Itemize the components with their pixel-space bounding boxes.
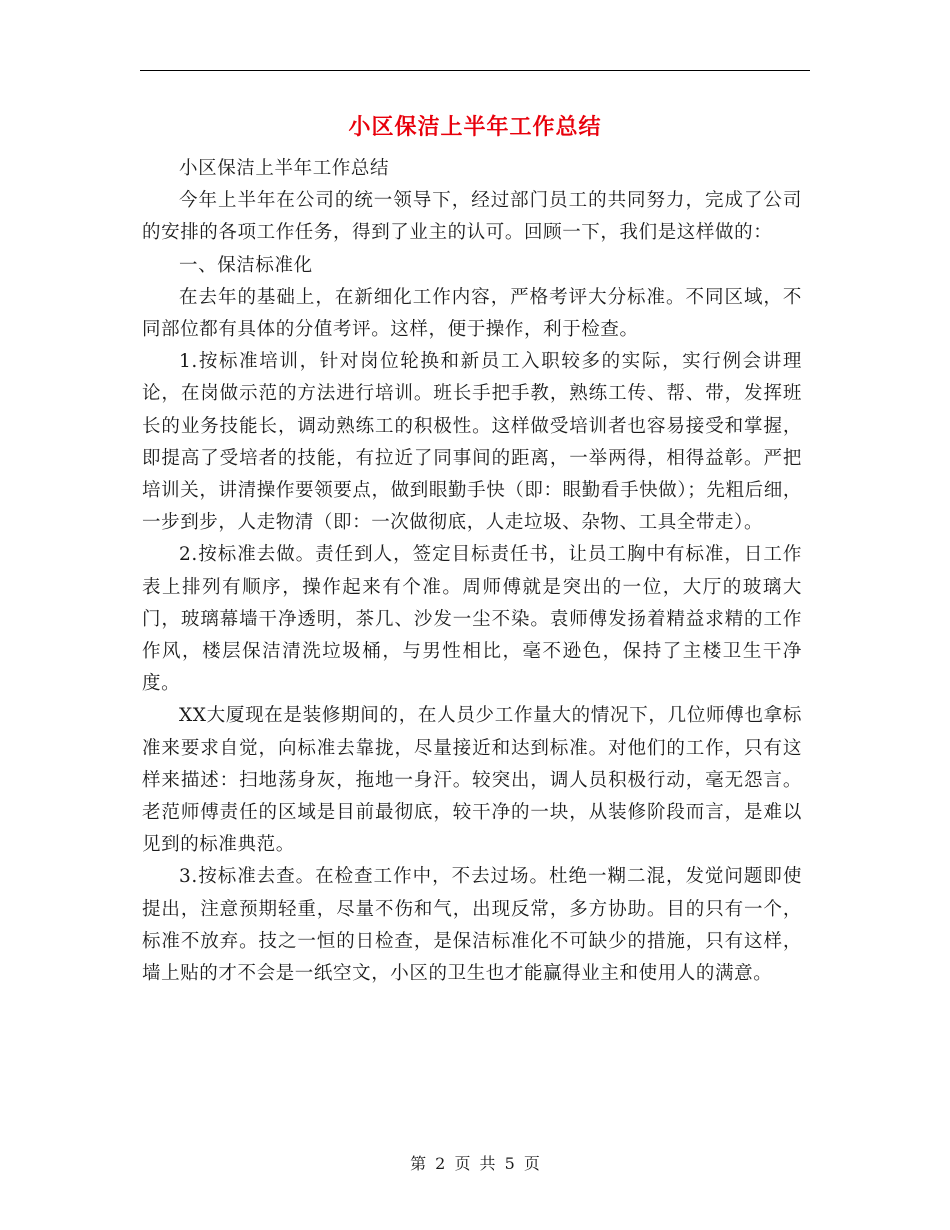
header-rule bbox=[140, 70, 810, 71]
inspection-paragraph: 3.按标准去查。在检查工作中，不去过场。杜绝一糊二混，发觉问题即使提出，注意预期轻重，尽量不伤和气，出现反常，多方协助。目的只有一个，标准不放弃。技之一恒的日检查，是保洁标准化不可缺少的措施，只有这样，墙上贴的才不会是一纸空文，小区的卫生也才能赢得业主和使用人的满意。 bbox=[142, 866, 802, 985]
document-title: 小区保洁上半年工作总结 bbox=[348, 114, 602, 140]
document-body bbox=[142, 153, 802, 990]
section-heading: 一、保洁标准化 bbox=[179, 254, 313, 276]
body-paragraph: 在去年的基础上，在新细化工作内容，严格考评大分标准。不同区域，不同部位都有具体的分值考评。这样，便于操作，利于检查。 bbox=[142, 286, 802, 341]
page-number: 第 2 页 共 5 页 bbox=[410, 1154, 540, 1173]
training-paragraph: 1.按标准培训，针对岗位轮换和新员工入职较多的实际，实行例会讲理论，在岗做示范的方法进行培训。班长手把手教，熟练工传、帮、带，发挥班长的业务技能长，调动熟练工的积极性。这样做受培训者也容易接受和掌握，即提高了受培者的技能，有拉近了同事间的距离，一举两得，相得益彰。严把培训关，讲清操作要领要点，做到眼勤手快（即：眼勤看手快做）；先粗后细，一步到步，人走物清（即：一次做彻底，人走垃圾、杂物、工具全带走）。 bbox=[142, 351, 802, 534]
building-paragraph: XX大厦现在是装修期间的，在人员少工作量大的情况下，几位师傅也拿标准来要求自觉，向标准去靠拢，尽量接近和达到标准。对他们的工作，只有这样来描述：扫地荡身灰，拖地一身汗。较突出，调人员积极行动，毫无怨言。老范师傅责任的区域是目前最彻底，较干净的一块，从装修阶段而言，是难以见到的标准典范。 bbox=[142, 705, 802, 856]
subtitle-paragraph: 小区保洁上半年工作总结 bbox=[179, 158, 390, 179]
intro-paragraph: 今年上半年在公司的统一领导下，经过部门员工的共同努力，完成了公司的安排的各项工作任务，得到了业主的认可。回顾一下，我们是这样做的： bbox=[142, 190, 802, 244]
execution-paragraph: 2.按标准去做。责任到人，签定目标责任书，让员工胸中有标准，日工作表上排列有顺序，操作起来有个准。周师傅就是突出的一位，大厅的玻璃大门，玻璃幕墙干净透明，茶几、沙发一尘不染。袁师傅发扬着精益求精的工作作风，楼层保洁清洗垃圾桶，与男性相比，毫不逊色，保持了主楼卫生干净度。 bbox=[142, 544, 802, 695]
